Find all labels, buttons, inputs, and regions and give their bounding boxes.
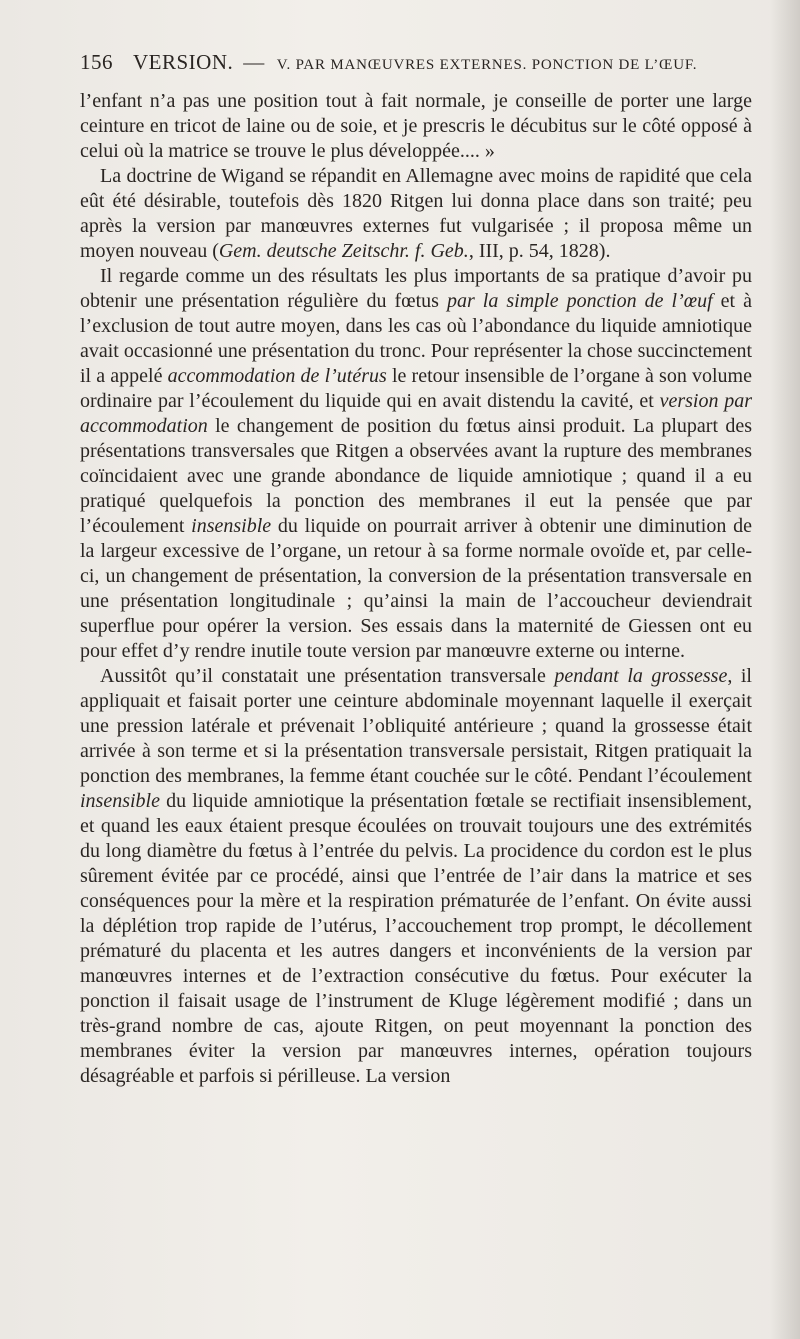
italic-run: insensible <box>80 790 160 812</box>
paragraph-4 <box>80 664 752 1089</box>
text-run: Aussitôt qu’il constatait une présentation transversale <box>100 665 555 687</box>
italic-run: par la simple ponction de l’œuf <box>446 290 713 312</box>
text-run: Il regarde comme un des résultats les plus importants de sa pratique d’avoir pu obtenir une présentation régulière du fœtus <box>80 265 752 312</box>
chapter-title: V. PAR MANŒUVRES EXTERNES. PONCTION DE L’ŒUF. <box>276 57 698 73</box>
text-run: La doctrine de Wigand se répandit en Allemagne avec moins de rapidité que cela eût été désirable, toutefois dès 1820 Ritgen lui donna place dans son traité; peu après la version par manœuvres externes fut vulgarisée ; il proposa même un moyen nouveau ( <box>80 165 752 262</box>
body-text <box>80 89 752 1089</box>
text-run: le retour insensible de l’organe à son volume ordinaire par l’écoulement du liquide qui en avait distendu la cavité, et <box>80 365 752 412</box>
running-head <box>80 50 752 75</box>
section-title: VERSION. <box>133 50 234 74</box>
text-run: l’enfant n’a pas une position tout à fait normale, je conseille de porter une large ceinture en tricot de laine ou de soie, et je prescris le décubitus sur le côté opposé à celui où la matrice se trouve le plus développée.... » <box>80 90 752 162</box>
italic-run: pendant la grossesse <box>554 665 728 687</box>
italic-run: version par accommodation <box>80 390 752 437</box>
paragraph-1 <box>80 89 752 164</box>
italic-run: accommodation de l’utérus <box>167 365 387 387</box>
page-number: 156 <box>80 50 113 74</box>
text-run: , III, p. 54, 1828). <box>468 240 611 262</box>
text-run: et à l’exclusion de tout autre moyen, dans les cas où l’abondance du liquide amniotique avait occasionné une présentation du tronc. Pour représenter la chose succinctement il a appelé <box>80 290 753 387</box>
paragraph-3 <box>80 264 752 664</box>
text-run: du liquide amniotique la présentation fœtale se rectifiait insensiblement, et quand les eaux étaient presque écoulées on trouvait toujours une des extrémités du long diamètre du fœtus à l’entrée du pelvis. La procidence du cordon est le plus sûrement évitée par ce procédé, ainsi que l’entrée de l’air dans la matrice et ses conséquences pour la mère et la respiration prématurée de l’enfant. On évite aussi la déplétion trop rapide de l’utérus, l’accouchement trop prompt, le décollement prématuré du placenta et les autres dangers et inconvénients de la version par manœuvres internes et de l’extraction consécutive du fœtus. Pour exécuter la ponction il faisait usage de l’instrument de Kluge légèrement modifié ; dans un très-grand nombre de cas, ajoute Ritgen, on peut moyennant la ponction des membranes éviter la version par manœuvres internes, opération toujours désagréable et parfois si périlleuse. La version <box>80 790 752 1087</box>
paragraph-2 <box>80 164 752 264</box>
italic-run: Gem. deutsche Zeitschr. f. Geb. <box>218 240 469 262</box>
text-run: , il appliquait et faisait porter une ceinture abdominale moyennant laquelle il exerçait une pression latérale et prévenait l’obliquité antérieure ; quand la grossesse était arrivée à son terme et si la présentation transversale persistait, Ritgen pratiquait la ponction des membranes, la femme étant couchée sur le côté. Pendant l’écoulement <box>80 665 752 787</box>
text-run: du liquide on pourrait arriver à obtenir une diminution de la largeur excessive de l’organe, un retour à sa forme normale ovoïde et, par celle-ci, un changement de présentation, la conversion de la présentation transversale en une présentation longitudinale ; qu’ainsi la main de l’accoucheur deviendrait superflue pour opérer la version. Ses essais dans la maternité de Giessen ont eu pour effet d’y rendre inutile toute version par manœuvre externe ou interne. <box>80 515 752 662</box>
text-run: le changement de position du fœtus ainsi produit. La plupart des présentations transversales que Ritgen a observées avant la rupture des membranes coïncidaient avec une grande abondance de liquide amniotique ; quand il a eu pratiqué quelquefois la ponction des membranes il eut la pensée que par l’écoulement <box>80 415 752 537</box>
italic-run: insensible <box>191 515 272 537</box>
header-dash: — <box>243 50 265 74</box>
